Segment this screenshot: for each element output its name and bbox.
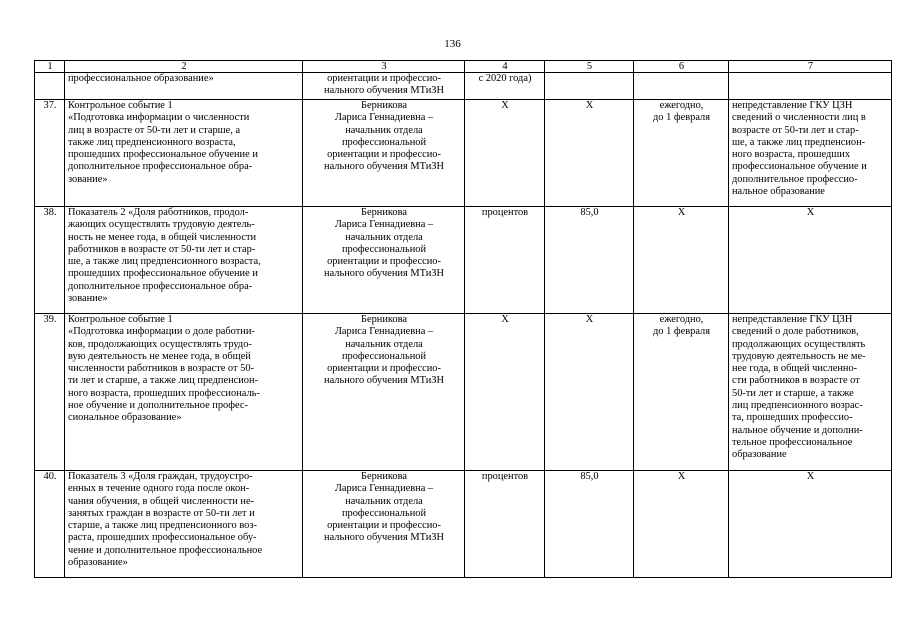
plan-table — [34, 60, 892, 578]
column-numbers-row — [35, 61, 892, 73]
column-number: 4 — [465, 61, 545, 73]
row-unit: процентов — [465, 471, 545, 578]
row-name: профессиональное образование» — [65, 73, 303, 100]
row-number: 37. — [35, 100, 65, 207]
table-row — [35, 207, 892, 314]
row-risk: непредставление ГКУ ЦЗН сведений о доле работников, продолжающих осуществлять трудовую деятельность не ме- нее года, в общей численно- сти работников в возрасте от 50-ти лет и старше, а также лиц предпенсионного возрас- та, прошедших профессио- нальное обучение и дополни- тельное профессиональное образование — [729, 314, 892, 471]
row-value: 85,0 — [545, 207, 634, 314]
page-number: 136 — [444, 38, 461, 50]
row-risk: непредставление ГКУ ЦЗН сведений о численности лиц в возрасте от 50-ти лет и стар- ше, а также лиц предпенсион- ного возраста, прошедших профессиональное обучение и дополнительное профессио- нальное образование — [729, 100, 892, 207]
column-number: 7 — [729, 61, 892, 73]
row-number — [35, 73, 65, 100]
row-responsible: Берникова Лариса Геннадиевна – начальник отдела профессиональной ориентации и профессио- нального обучения МТиЗН — [303, 471, 465, 578]
table-row — [35, 471, 892, 578]
row-period: ежегодно, до 1 февраля — [634, 314, 729, 471]
row-name: Контрольное событие 1 «Подготовка информации о численности лиц в возрасте от 50-ти лет и старше, а также лиц предпенсионного возраста, прошедших профессиональное обучение и дополнительное профессиональное обра- зование» — [65, 100, 303, 207]
row-number: 40. — [35, 471, 65, 578]
row-value: Х — [545, 314, 634, 471]
row-risk: Х — [729, 207, 892, 314]
row-responsible: ориентации и профессио- нального обучения МТиЗН — [303, 73, 465, 100]
row-value: 85,0 — [545, 471, 634, 578]
row-number: 39. — [35, 314, 65, 471]
row-period: Х — [634, 471, 729, 578]
row-unit: с 2020 года) — [465, 73, 545, 100]
row-name: Показатель 2 «Доля работников, продол- жающих осуществлять трудовую деятель- ность не менее года, в общей численности работников в возрасте от 50-ти лет и стар- ше, а также лиц предпенсионного возраста, прошедших профессиональное обучение и дополнительное профессиональное обра- зование» — [65, 207, 303, 314]
row-number: 38. — [35, 207, 65, 314]
row-period — [634, 73, 729, 100]
column-number: 1 — [35, 61, 65, 73]
table-row — [35, 73, 892, 100]
row-value — [545, 73, 634, 100]
column-number: 2 — [65, 61, 303, 73]
row-responsible: Берникова Лариса Геннадиевна – начальник отдела профессиональной ориентации и профессио- нального обучения МТиЗН — [303, 207, 465, 314]
column-number: 5 — [545, 61, 634, 73]
column-number: 3 — [303, 61, 465, 73]
row-value: Х — [545, 100, 634, 207]
row-unit: процентов — [465, 207, 545, 314]
row-responsible: Берникова Лариса Геннадиевна – начальник отдела профессиональной ориентации и профессио- нального обучения МТиЗН — [303, 314, 465, 471]
row-period: Х — [634, 207, 729, 314]
row-unit: Х — [465, 100, 545, 207]
column-number: 6 — [634, 61, 729, 73]
row-name: Контрольное событие 1 «Подготовка информации о доле работни- ков, продолжающих осуществлять трудо- вую деятельность не менее года, в общей численности работников в возрасте от 50- ти лет и старше, а также лиц предпенсион- ного возраста, прошедших профессиональ- ное обучение и дополнительное профес- сиональное образование» — [65, 314, 303, 471]
table-row — [35, 314, 892, 471]
row-name: Показатель 3 «Доля граждан, трудоустро- енных в течение одного года после окон- чания обучения, в общей численности не- занятых граждан в возрасте от 50-ти лет и старше, а также лиц предпенсионного воз- раста, прошедших профессиональное обу- чение и дополнительное профессиональное образование» — [65, 471, 303, 578]
row-risk: Х — [729, 471, 892, 578]
row-period: ежегодно, до 1 февраля — [634, 100, 729, 207]
row-unit: Х — [465, 314, 545, 471]
row-responsible: Берникова Лариса Геннадиевна – начальник отдела профессиональной ориентации и профессио- нального обучения МТиЗН — [303, 100, 465, 207]
row-risk — [729, 73, 892, 100]
table-row — [35, 100, 892, 207]
